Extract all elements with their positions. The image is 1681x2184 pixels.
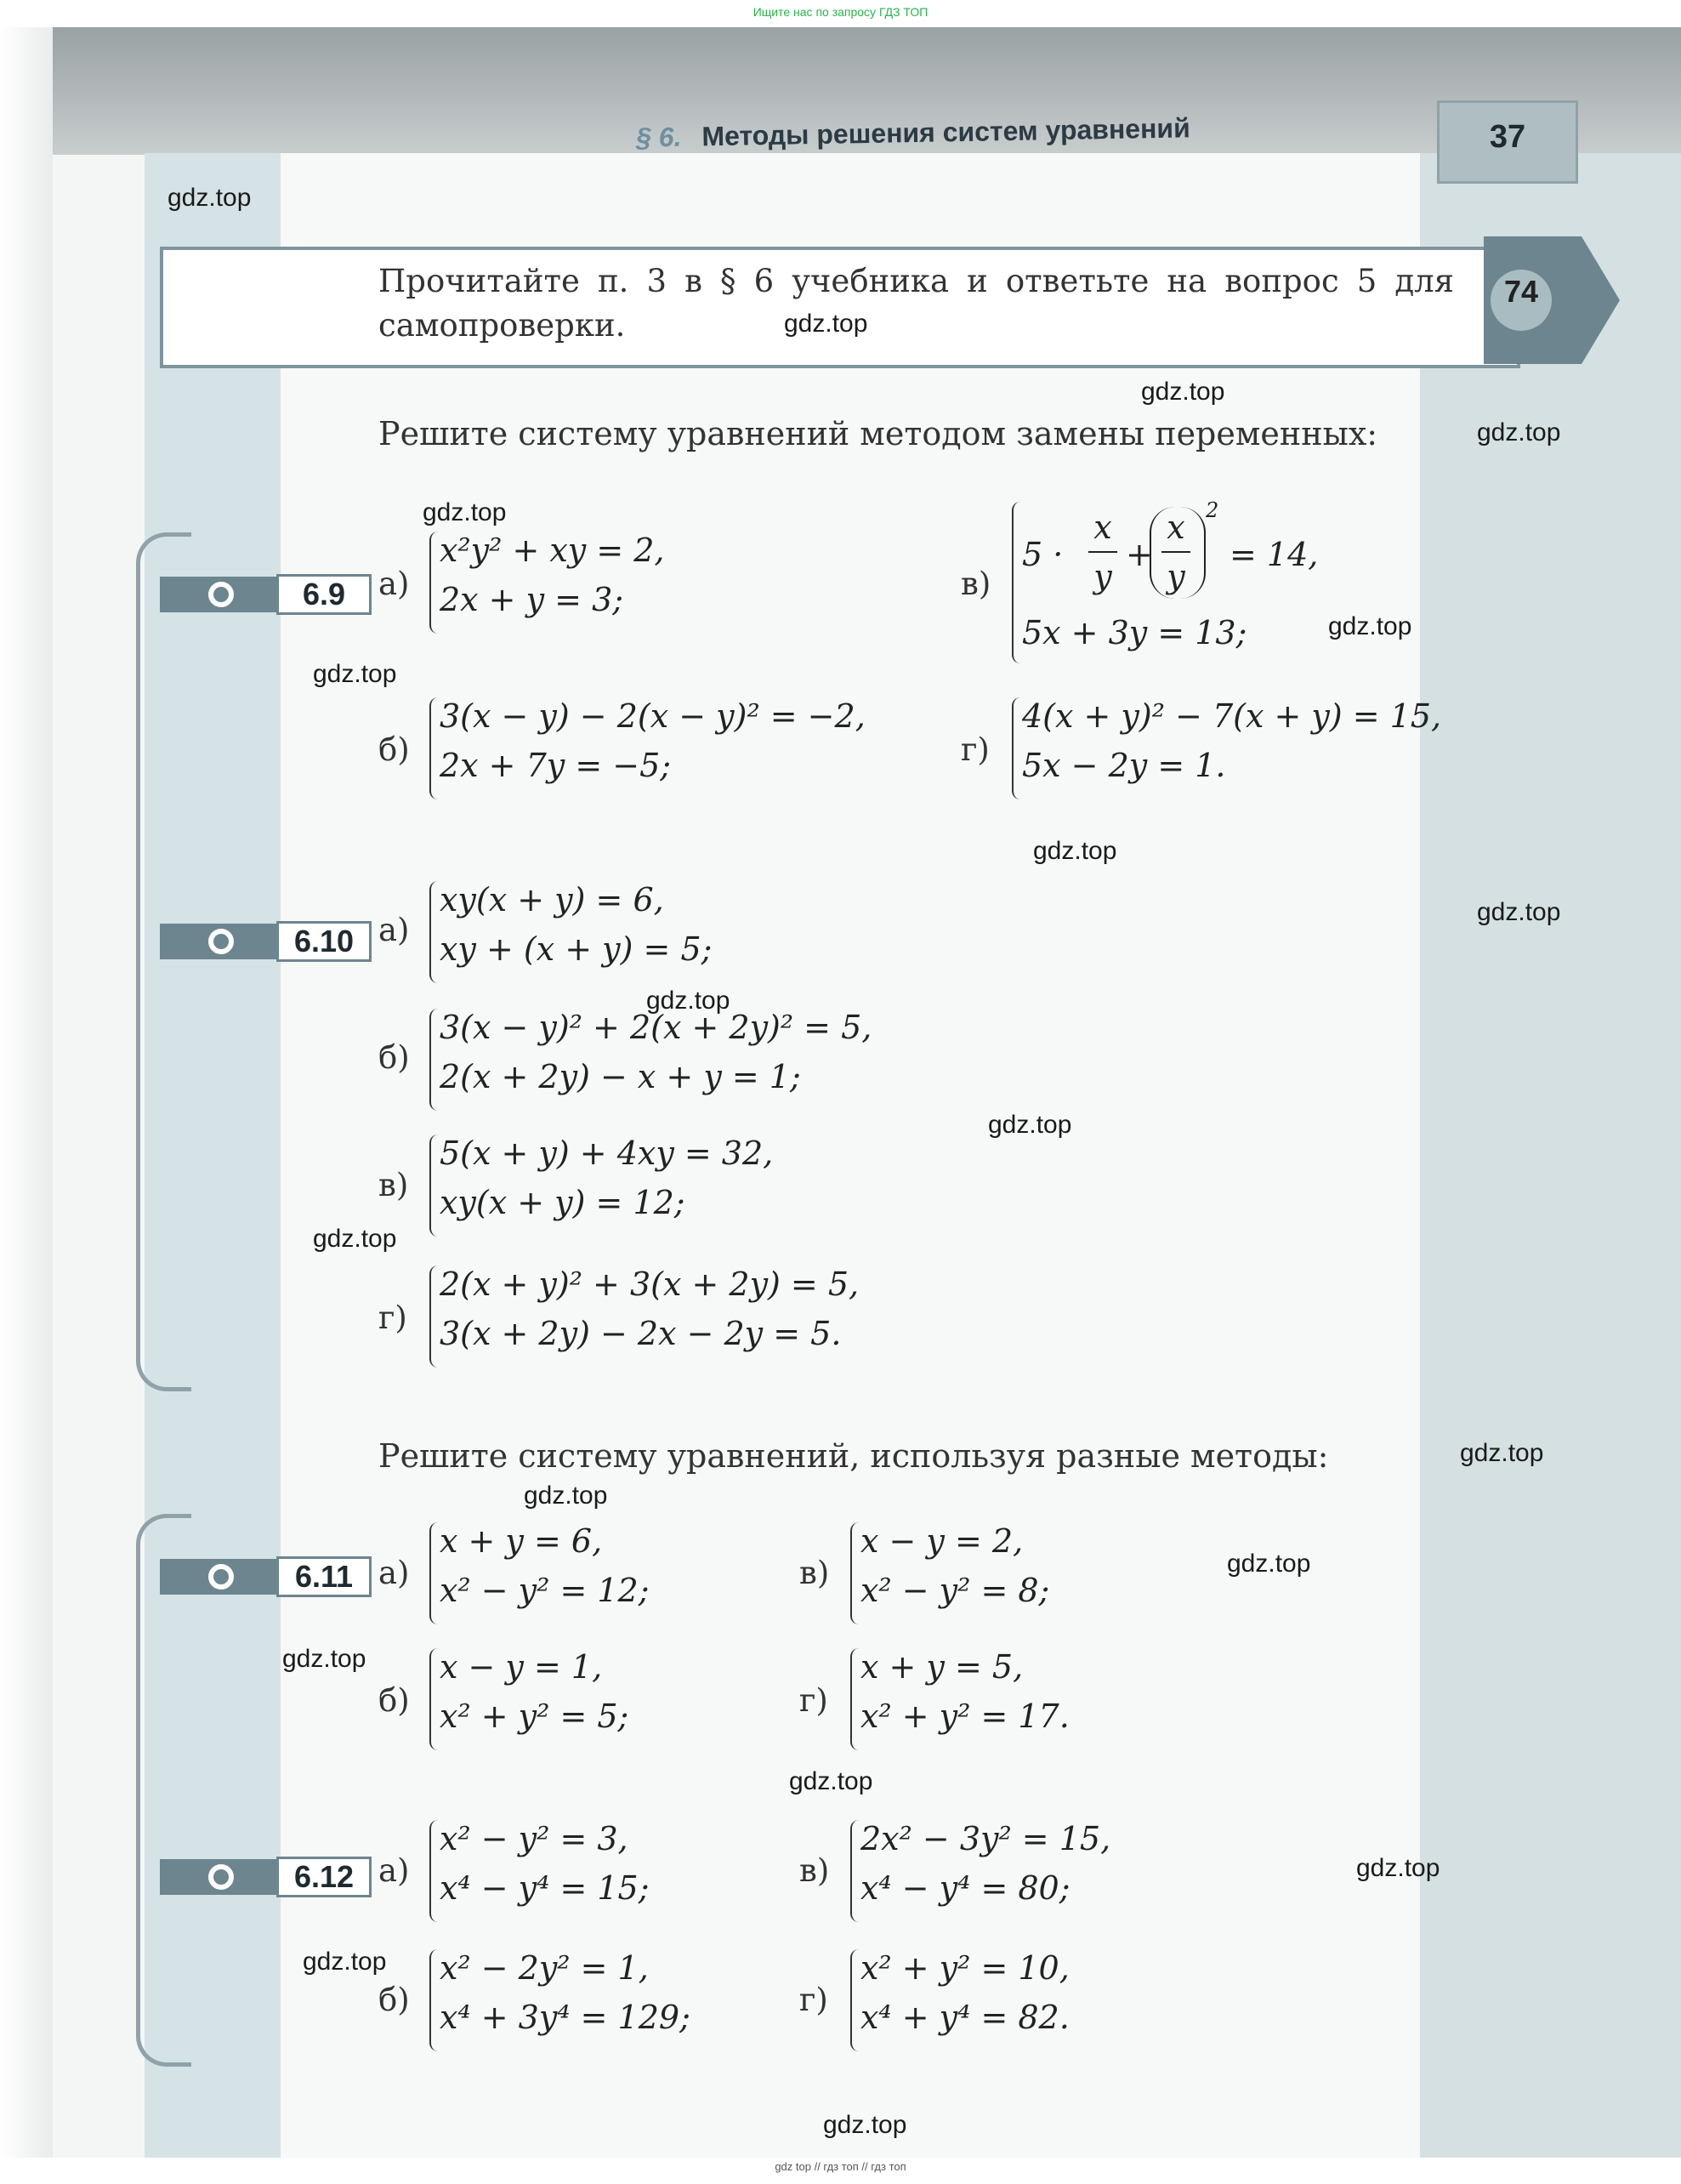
watermark: gdz.top bbox=[1477, 898, 1561, 926]
exercise-number: 6.10 bbox=[276, 921, 372, 962]
exercise-number: 6.11 bbox=[276, 1556, 372, 1597]
coefficient: 5 · bbox=[1022, 536, 1064, 573]
equation-line: 2(x + y)² + 3(x + 2y) = 5, bbox=[440, 1265, 860, 1303]
watermark: gdz.top bbox=[823, 2111, 907, 2139]
equation-line: x + y = 6, bbox=[440, 1522, 603, 1560]
reading-task-text: Прочитайте п. 3 в § 6 учебника и ответьте на вопрос 5 для самопроверки. bbox=[378, 263, 1454, 344]
exercise-bullet-icon bbox=[208, 1864, 234, 1890]
equation-system bbox=[429, 1265, 859, 1368]
equation-line: 3(x − y) − 2(x − y)² = −2, bbox=[440, 697, 866, 735]
item-label: б) bbox=[378, 1682, 410, 1719]
equation-system bbox=[850, 1949, 1070, 2051]
equation-system bbox=[429, 532, 665, 634]
fraction-denominator: y bbox=[1093, 558, 1112, 595]
item-label: б) bbox=[378, 1982, 410, 2018]
item-label: в) bbox=[799, 1852, 830, 1889]
footer-note: gdz top // гдз топ // гдз топ bbox=[775, 2160, 906, 2173]
fraction-bar bbox=[1161, 551, 1190, 553]
page-gutter bbox=[0, 27, 53, 2158]
section-sign: § 6. bbox=[635, 121, 682, 153]
right-margin-panel bbox=[1420, 153, 1681, 2158]
exercise-bullet-icon bbox=[208, 929, 234, 954]
watermark: gdz.top bbox=[1328, 612, 1412, 640]
item-label: в) bbox=[799, 1555, 830, 1591]
equation-line: x² − y² = 12; bbox=[440, 1572, 650, 1609]
watermark: gdz.top bbox=[1356, 1854, 1440, 1882]
equation-system bbox=[850, 1522, 1049, 1624]
item-label: а) bbox=[378, 1555, 410, 1591]
exercise-number: 6.12 bbox=[276, 1857, 372, 1897]
exercise-bullet-icon bbox=[208, 582, 234, 607]
exercise-number: 6.9 bbox=[276, 574, 372, 615]
equation-system bbox=[850, 1648, 1070, 1750]
fraction-numerator: x bbox=[1093, 509, 1112, 546]
watermark: gdz.top bbox=[1460, 1439, 1544, 1467]
page-ref-number: 74 bbox=[1503, 274, 1539, 309]
heading-substitution: Решите систему уравнений методом замены переменных: bbox=[378, 415, 1378, 452]
exercise-bullet-icon bbox=[208, 1564, 234, 1590]
watermark: gdz.top bbox=[423, 498, 507, 526]
watermark: gdz.top bbox=[784, 310, 868, 338]
equation-line: 2(x + 2y) − x + y = 1; bbox=[440, 1058, 801, 1095]
equation-line: xy(x + y) = 12; bbox=[440, 1184, 685, 1221]
watermark: gdz.top bbox=[313, 660, 397, 688]
equation-system bbox=[429, 1949, 690, 2051]
watermark: gdz.top bbox=[1227, 1550, 1311, 1578]
equation-system bbox=[850, 1820, 1110, 1922]
section-title-text: Методы решения систем уравнений bbox=[701, 112, 1191, 152]
watermark: gdz.top bbox=[1033, 837, 1117, 865]
equation-line: x⁴ + y⁴ = 82. bbox=[860, 1999, 1070, 2036]
equation-line: x − y = 1, bbox=[440, 1648, 603, 1686]
fraction-denominator: y bbox=[1167, 558, 1185, 595]
equation-line: 3(x + 2y) − 2x − 2y = 5. bbox=[440, 1315, 842, 1352]
watermark: gdz.top bbox=[1477, 418, 1561, 446]
equation-system bbox=[429, 1009, 872, 1111]
equation-line: 2x + 7y = −5; bbox=[440, 747, 672, 784]
equation-line: x − y = 2, bbox=[860, 1522, 1024, 1560]
watermark: gdz.top bbox=[646, 987, 730, 1015]
equation-system bbox=[429, 1820, 650, 1922]
equation-system bbox=[429, 1135, 773, 1237]
heading-various-methods: Решите систему уравнений, используя разные методы: bbox=[378, 1437, 1329, 1475]
equation-line: 2x² − 3y² = 15, bbox=[860, 1820, 1111, 1857]
watermark: gdz.top bbox=[988, 1111, 1072, 1139]
group-bracket-2 bbox=[136, 1514, 191, 2067]
item-label: а) bbox=[378, 566, 410, 602]
page-number: 37 bbox=[1489, 119, 1526, 155]
equation-line bbox=[1022, 498, 1319, 604]
top-note: Ищите нас по запросу ГДЗ ТОП bbox=[752, 5, 929, 19]
item-label: б) bbox=[378, 731, 410, 768]
equation-line: x² + y² = 10, bbox=[860, 1949, 1070, 1987]
watermark: gdz.top bbox=[303, 1948, 387, 1976]
item-label: г) bbox=[378, 1300, 407, 1336]
equation-system bbox=[429, 881, 712, 983]
watermark: gdz.top bbox=[313, 1225, 397, 1253]
item-label: г) bbox=[961, 731, 990, 768]
equation-line: 5(x + y) + 4xy = 32, bbox=[440, 1135, 774, 1172]
item-label: г) bbox=[799, 1982, 828, 2018]
equation-line: xy(x + y) = 6, bbox=[440, 881, 664, 919]
item-label: г) bbox=[799, 1682, 828, 1719]
group-bracket-1 bbox=[136, 532, 191, 1391]
equation-line: xy + (x + y) = 5; bbox=[440, 930, 713, 968]
equation-rhs: = 14, bbox=[1230, 536, 1319, 573]
equation-system bbox=[1012, 697, 1441, 799]
watermark: gdz.top bbox=[1141, 378, 1225, 406]
equation-line: x² − 2y² = 1, bbox=[440, 1949, 649, 1987]
exponent: 2 bbox=[1206, 498, 1219, 522]
item-label: в) bbox=[378, 1167, 409, 1203]
equation-line: 2x + y = 3; bbox=[440, 581, 624, 618]
equation-line: x⁴ − y⁴ = 15; bbox=[440, 1869, 650, 1907]
fraction-bar bbox=[1088, 551, 1117, 553]
equation-line: x² − y² = 8; bbox=[860, 1572, 1050, 1609]
plus-sign: + bbox=[1126, 536, 1153, 573]
watermark: gdz.top bbox=[168, 184, 252, 212]
fraction-numerator: x bbox=[1167, 509, 1185, 546]
equation-line: 4(x + y)² − 7(x + y) = 15, bbox=[1022, 697, 1442, 735]
equation-line: x + y = 5, bbox=[860, 1648, 1024, 1686]
equation-line: 5x − 2y = 1. bbox=[1022, 747, 1226, 784]
equation-line: x⁴ − y⁴ = 80; bbox=[860, 1869, 1071, 1907]
equation-line: x² + y² = 17. bbox=[860, 1698, 1070, 1735]
watermark: gdz.top bbox=[789, 1767, 873, 1795]
item-label: а) bbox=[378, 1852, 410, 1889]
equation-system bbox=[429, 1648, 628, 1750]
equation-system bbox=[1012, 498, 1319, 663]
equation-line: 5x + 3y = 13; bbox=[1022, 614, 1247, 651]
equation-line: x² − y² = 3, bbox=[440, 1820, 628, 1857]
item-label: б) bbox=[378, 1039, 410, 1076]
equation-line: x² + y² = 5; bbox=[440, 1698, 629, 1735]
equation-system bbox=[429, 697, 866, 799]
watermark: gdz.top bbox=[282, 1645, 366, 1673]
item-label: а) bbox=[378, 912, 410, 948]
equation-system bbox=[429, 1522, 650, 1624]
item-label: в) bbox=[961, 566, 991, 602]
equation-line: 3(x − y)² + 2(x + 2y)² = 5, bbox=[440, 1009, 872, 1046]
equation-line: x⁴ + 3y⁴ = 129; bbox=[440, 1999, 690, 2036]
watermark: gdz.top bbox=[524, 1482, 608, 1510]
equation-line: x²y² + xy = 2, bbox=[440, 532, 665, 569]
